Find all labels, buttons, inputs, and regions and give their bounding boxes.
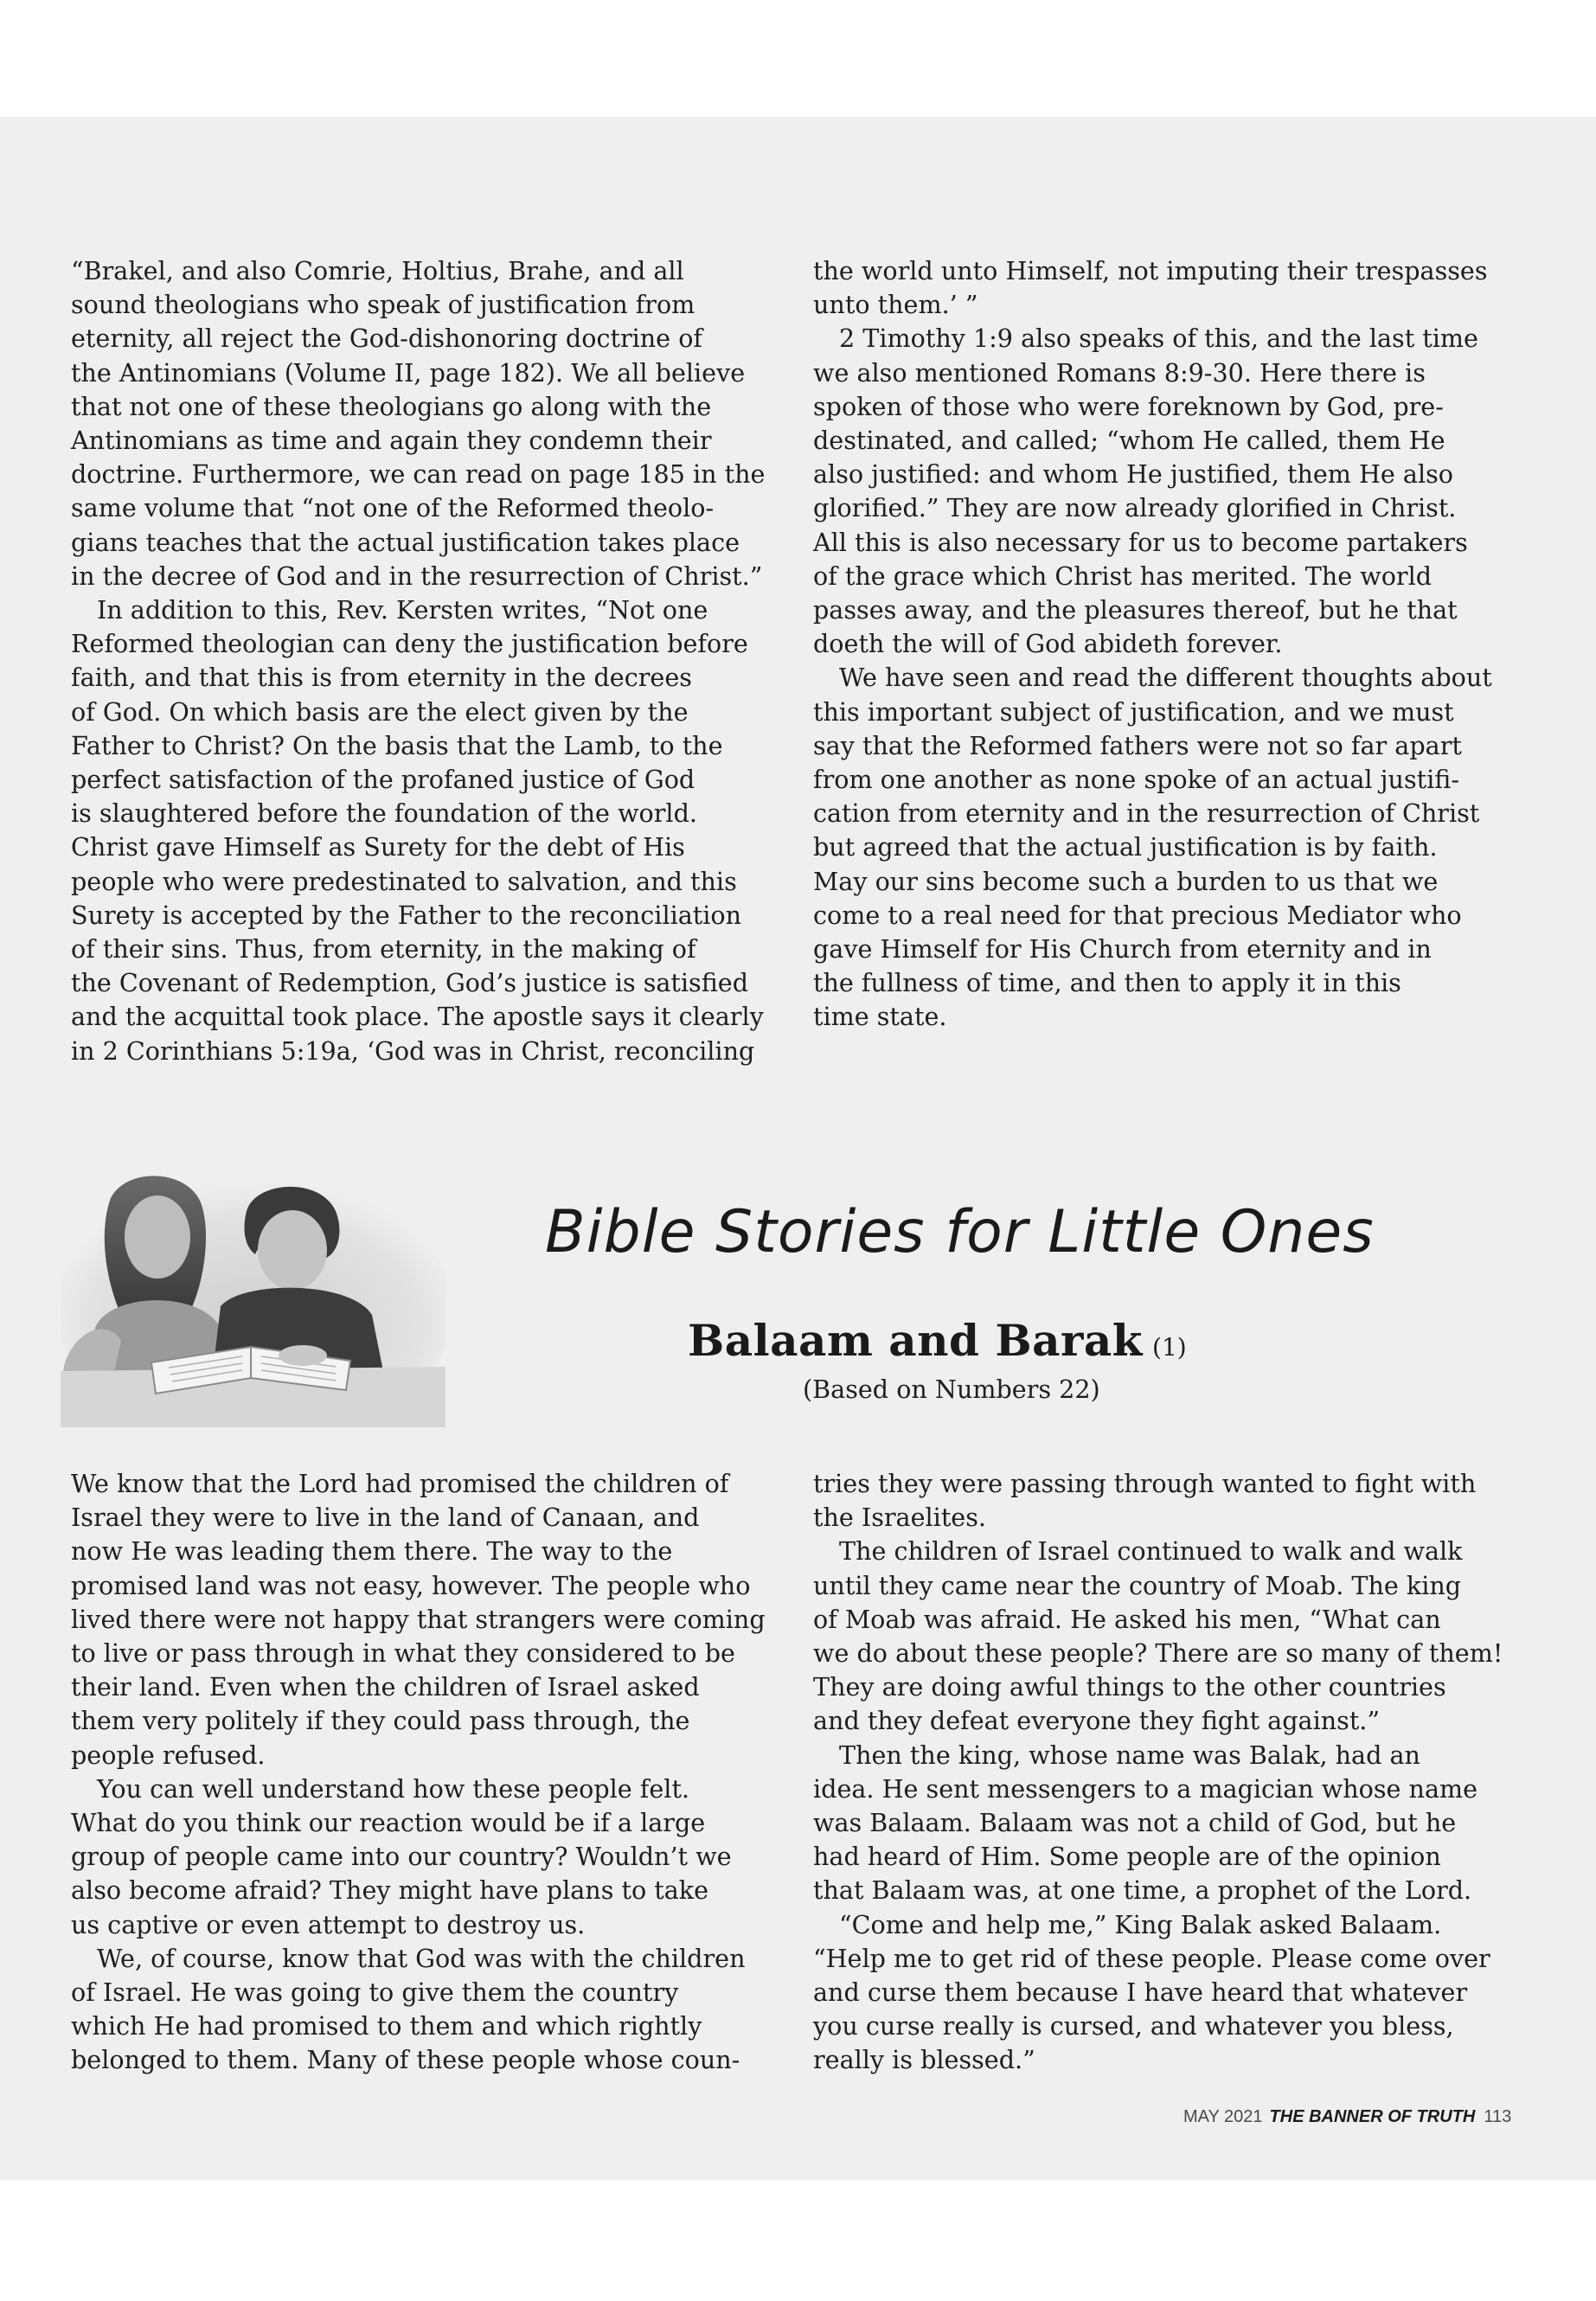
text-line: and curse them because I have heard that whatever (813, 1977, 1468, 2008)
text-line: time state. (813, 1002, 947, 1032)
text-line: doeth the will of God abideth forever. (813, 629, 1283, 659)
paragraph (813, 1535, 1531, 1738)
text-line: destinated, and called; “whom He called, them He (813, 426, 1445, 456)
text-line: in 2 Corinthians 5:19a, ‘God was in Christ, reconciling (71, 1035, 755, 1066)
text-line: lived there were not happy that strangers were coming (71, 1604, 766, 1634)
text-line: is slaughtered before the foundation of the world. (71, 798, 697, 829)
text-line: May our sins become such a burden to us that we (813, 866, 1439, 896)
text-line: that Balaam was, at one time, a prophet of the Lord. (813, 1875, 1472, 1906)
text-line: The children of Israel continued to walk and walk (839, 1536, 1463, 1567)
text-line: “Help me to get rid of these people. Please come over (813, 1943, 1490, 1973)
paragraph (813, 1908, 1531, 2078)
text-line: to live or pass through in what they considered to be (71, 1638, 735, 1669)
paragraph (813, 1739, 1531, 1908)
text-line: faith, and that this is from eternity in the decrees (71, 663, 692, 693)
story-part-number: (1) (1152, 1333, 1187, 1362)
girl-face (125, 1195, 190, 1279)
text-line: You can well understand how these people felt. (97, 1773, 690, 1804)
text-line: “Brakel, and also Comrie, Holtius, Brahe, and all (71, 256, 684, 285)
text-line: we do about these people? There are so many of them! (813, 1638, 1503, 1669)
paragraph (813, 1467, 1531, 1535)
text-line: which He had promised to them and which rightly (71, 2011, 702, 2041)
footer-page-number: 113 (1484, 2107, 1512, 2126)
text-line: us captive or even attempt to destroy us. (71, 1909, 586, 1939)
text-line: the Covenant of Redemption, God’s justice is satisfied (71, 968, 749, 998)
text-line: really is blessed.” (813, 2045, 1035, 2075)
text-line: We know that the Lord had promised the children of (71, 1469, 729, 1498)
text-line: their land. Even when the children of Israel asked (71, 1672, 700, 1702)
text-line: the fullness of time, and then to apply it in this (813, 968, 1401, 998)
text-line: In addition to this, Rev. Kersten writes, “Not one (97, 595, 708, 625)
text-line: doctrine. Furthermore, we can read on page 185 in the (71, 459, 766, 490)
text-line: Christ gave Himself as Surety for the debt of His (71, 832, 685, 862)
article-left-column (71, 254, 789, 1068)
paragraph (813, 322, 1531, 661)
text-line: cation from eternity and in the resurrection of Christ (813, 798, 1480, 829)
text-line: Surety is accepted by the Father to the reconciliation (71, 900, 742, 930)
text-line: glorified.” They are now already glorified in Christ. (813, 493, 1457, 523)
paragraph (813, 254, 1531, 322)
paragraph (71, 1772, 789, 1942)
story-left-column (71, 1467, 789, 2078)
text-line: and they defeat everyone they fight against.” (813, 1706, 1381, 1736)
text-line: come to a real need for that precious Mediator who (813, 900, 1462, 930)
text-line: belonged to them. Many of these people whose coun- (71, 2045, 740, 2075)
text-line: gians teaches that the actual justification takes place (71, 527, 740, 557)
text-line: had heard of Him. Some people are of the opinion (813, 1842, 1441, 1872)
text-line: the Israelites. (813, 1503, 986, 1533)
text-line: of God. On which basis are the elect given by the (71, 696, 689, 727)
text-line: They are doing awful things to the other countries (813, 1672, 1446, 1702)
footer-date: MAY 2021 (1183, 2107, 1263, 2126)
text-line: eternity, all reject the God-dishonoring doctrine of (71, 324, 702, 354)
text-line: Father to Christ? On the basis that the Lamb, to the (71, 730, 723, 760)
paragraph (71, 1467, 789, 1772)
text-line: Antinomians as time and again they condemn their (71, 426, 712, 456)
text-line: we also mentioned Romans 8:9-30. Here there is (813, 357, 1426, 388)
section-title: Bible Stories for Little Ones (545, 1198, 1375, 1266)
text-line: also justified: and whom He justified, them He also (813, 459, 1454, 490)
text-line: perfect satisfaction of the profaned justice of God (71, 765, 695, 795)
text-line: sound theologians who speak of justification from (71, 290, 695, 320)
text-line: promised land was not easy, however. The people who (71, 1570, 751, 1600)
text-line: until they came near the country of Moab. The king (813, 1570, 1462, 1600)
text-line: gave Himself for His Church from eternity and in (813, 934, 1432, 965)
text-line: say that the Reformed fathers were not so far apart (813, 730, 1462, 760)
text-line: “Come and help me,” King Balak asked Balaam. (839, 1909, 1442, 1939)
children-reading-illustration (61, 1163, 445, 1427)
text-line: them very politely if they could pass through, the (71, 1706, 690, 1736)
boy-face (258, 1210, 327, 1290)
text-line: of Moab was afraid. He asked his men, “What can (813, 1604, 1441, 1634)
text-line: this important subject of justification, and we must (813, 696, 1454, 727)
text-line: What do you think our reaction would be if a large (71, 1808, 706, 1838)
text-line: tries they were passing through wanted to fight with (813, 1469, 1477, 1498)
story-title-line (688, 1315, 1466, 1366)
paragraph (71, 593, 789, 1068)
text-line: the world unto Himself, not imputing their trespasses (813, 256, 1488, 285)
paragraph (71, 254, 789, 593)
text-line: the Antinomians (Volume II, page 182). We all believe (71, 357, 746, 388)
article-right-column (813, 254, 1531, 1035)
text-line: same volume that “not one of the Reformed theolo- (71, 493, 715, 523)
story-title: Balaam and Barak (688, 1315, 1143, 1366)
text-line: Then the king, whose name was Balak, had an (839, 1740, 1420, 1770)
text-line: also become afraid? They might have plans to take (71, 1875, 709, 1906)
text-line: unto them.’ ” (813, 290, 978, 320)
paragraph (71, 1942, 789, 2078)
story-subtitle: (Based on Numbers 22) (803, 1375, 1100, 1404)
text-line: We, of course, know that God was with the children (97, 1943, 746, 1973)
text-line: in the decree of God and in the resurrection of Christ.” (71, 561, 763, 591)
text-line: Reformed theologian can deny the justification before (71, 629, 748, 659)
text-line: Israel they were to live in the land of Canaan, and (71, 1503, 700, 1533)
text-line: of Israel. He was going to give them the country (71, 1977, 679, 2008)
hands (279, 1345, 327, 1366)
text-line: now He was leading them there. The way to the (71, 1536, 673, 1567)
text-line: from one another as none spoke of an actual justifi- (813, 765, 1459, 795)
text-line: but agreed that the actual justification is by faith. (813, 832, 1438, 862)
paragraph (813, 661, 1531, 1034)
text-line: We have seen and read the different thoughts about (839, 663, 1492, 693)
text-line: group of people came into our country? Wouldn’t we (71, 1842, 732, 1872)
text-line: that not one of these theologians go along with the (71, 391, 712, 421)
text-line: of their sins. Thus, from eternity, in the making of (71, 934, 696, 965)
story-right-column (813, 1467, 1531, 2078)
footer-publication: THE BANNER OF TRUTH (1269, 2107, 1476, 2126)
text-line: All this is also necessary for us to become partakers (813, 527, 1468, 557)
text-line: you curse really is cursed, and whatever you bless, (813, 2011, 1454, 2041)
text-line: spoken of those who were foreknown by God, pre- (813, 391, 1444, 421)
text-line: of the grace which Christ has merited. The world (813, 561, 1433, 591)
text-line: people who were predestinated to salvation, and this (71, 866, 737, 896)
text-line: idea. He sent messengers to a magician whose name (813, 1773, 1478, 1804)
text-line: and the acquittal took place. The apostle says it clearly (71, 1002, 764, 1032)
text-line: people refused. (71, 1740, 266, 1770)
text-line: was Balaam. Balaam was not a child of God, but he (813, 1808, 1457, 1838)
text-line: 2 Timothy 1:9 also speaks of this, and the last time (839, 324, 1478, 354)
text-line: passes away, and the pleasures thereof, but he that (813, 595, 1458, 625)
page-footer (1183, 2107, 1511, 2127)
